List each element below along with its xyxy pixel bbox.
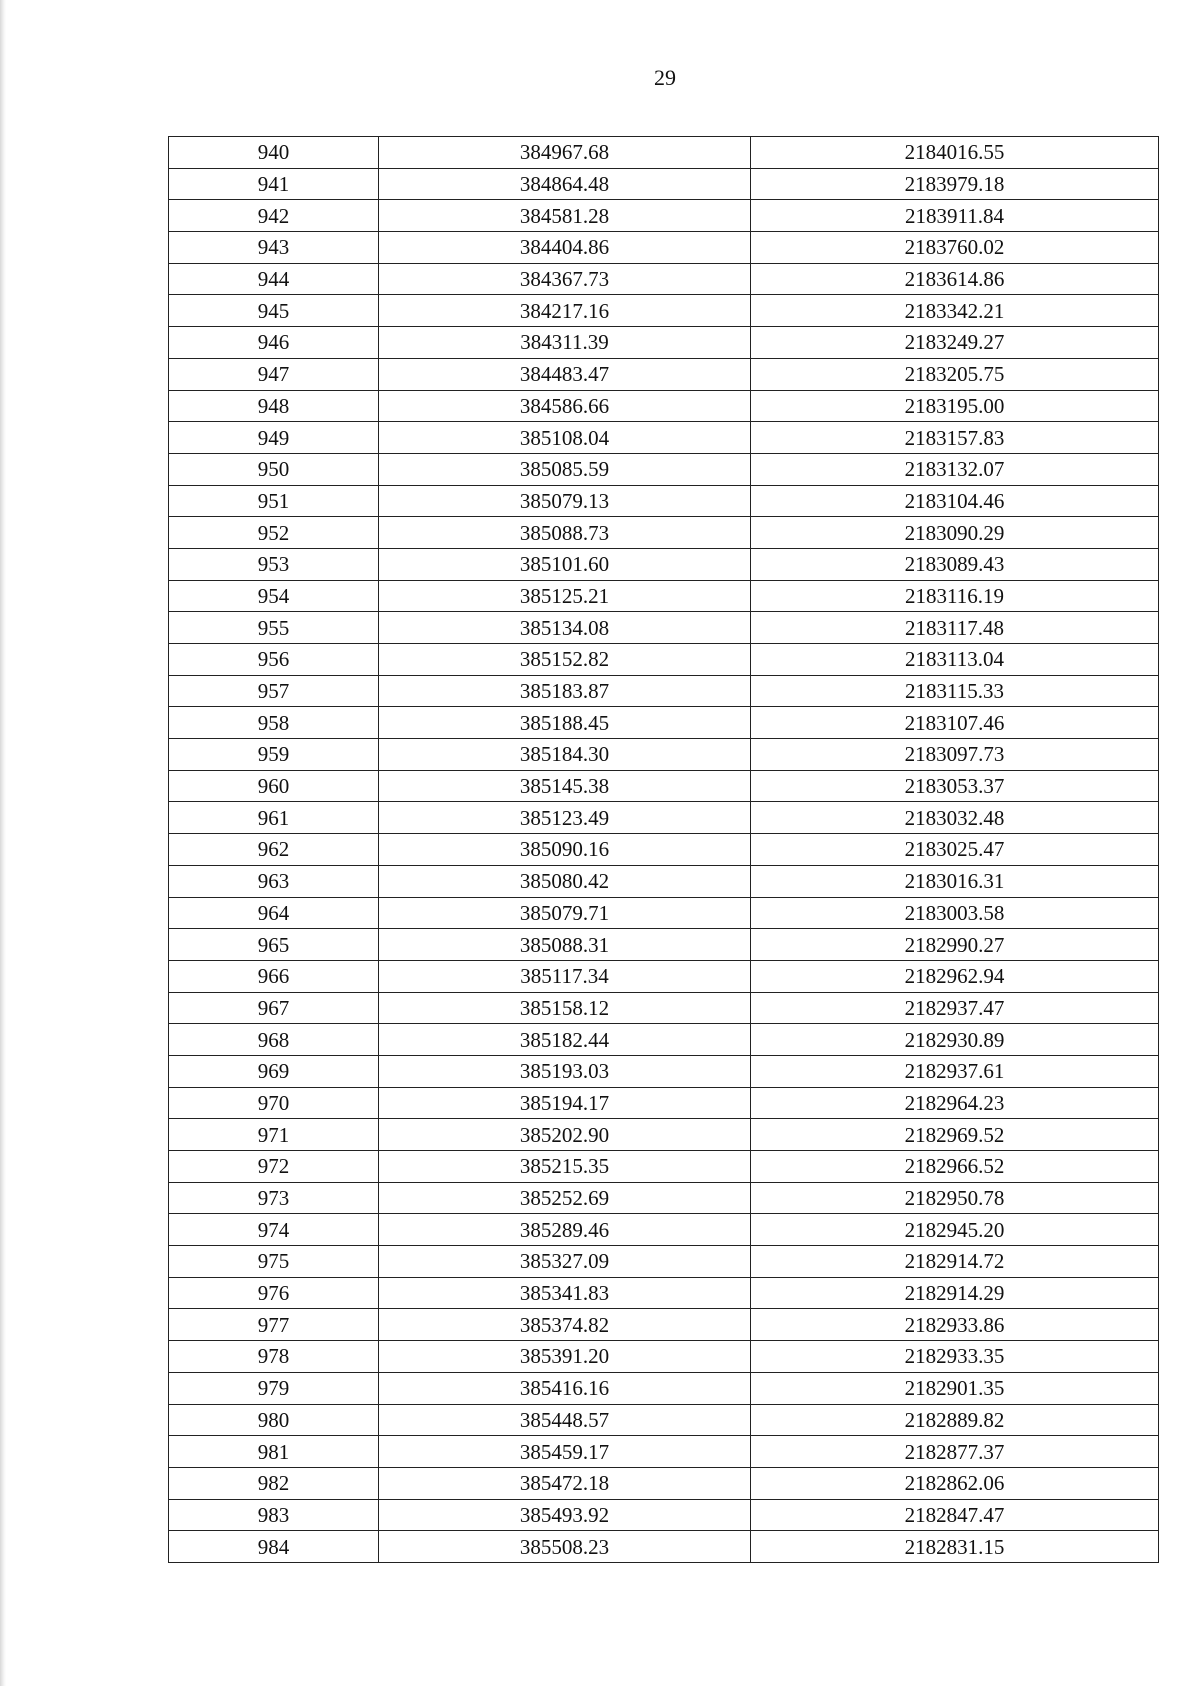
- point-number-cell: 980: [169, 1404, 379, 1436]
- table-row: [169, 1531, 1159, 1563]
- point-number-cell: 975: [169, 1246, 379, 1278]
- y-coordinate-cell: 2183104.46: [751, 485, 1159, 517]
- y-coordinate-cell: 2183025.47: [751, 834, 1159, 866]
- table-row: [169, 644, 1159, 676]
- point-number-cell: 982: [169, 1467, 379, 1499]
- point-number-cell: 940: [169, 137, 379, 169]
- x-coordinate-cell: 385459.17: [379, 1436, 751, 1468]
- table-row: [169, 168, 1159, 200]
- x-coordinate-cell: 385134.08: [379, 612, 751, 644]
- point-number-cell: 959: [169, 739, 379, 771]
- point-number-cell: 952: [169, 517, 379, 549]
- x-coordinate-cell: 385472.18: [379, 1467, 751, 1499]
- y-coordinate-cell: 2182933.86: [751, 1309, 1159, 1341]
- table-row: [169, 1246, 1159, 1278]
- point-number-cell: 962: [169, 834, 379, 866]
- x-coordinate-cell: 385088.31: [379, 929, 751, 961]
- x-coordinate-cell: 385448.57: [379, 1404, 751, 1436]
- y-coordinate-cell: 2183090.29: [751, 517, 1159, 549]
- y-coordinate-cell: 2183157.83: [751, 422, 1159, 454]
- y-coordinate-cell: 2183097.73: [751, 739, 1159, 771]
- table-row: [169, 295, 1159, 327]
- point-number-cell: 949: [169, 422, 379, 454]
- y-coordinate-cell: 2183117.48: [751, 612, 1159, 644]
- table-row: [169, 453, 1159, 485]
- x-coordinate-cell: 385145.38: [379, 770, 751, 802]
- table-row: [169, 580, 1159, 612]
- point-number-cell: 950: [169, 453, 379, 485]
- y-coordinate-cell: 2183116.19: [751, 580, 1159, 612]
- y-coordinate-cell: 2183032.48: [751, 802, 1159, 834]
- x-coordinate-cell: 385183.87: [379, 675, 751, 707]
- table-row: [169, 834, 1159, 866]
- y-coordinate-cell: 2183614.86: [751, 263, 1159, 295]
- x-coordinate-cell: 384483.47: [379, 358, 751, 390]
- x-coordinate-cell: 384217.16: [379, 295, 751, 327]
- table-row: [169, 263, 1159, 295]
- x-coordinate-cell: 385341.83: [379, 1277, 751, 1309]
- y-coordinate-cell: 2182969.52: [751, 1119, 1159, 1151]
- y-coordinate-cell: 2183003.58: [751, 897, 1159, 929]
- x-coordinate-cell: 385493.92: [379, 1499, 751, 1531]
- x-coordinate-cell: 385194.17: [379, 1087, 751, 1119]
- x-coordinate-cell: 385090.16: [379, 834, 751, 866]
- y-coordinate-cell: 2182933.35: [751, 1341, 1159, 1373]
- page-number: 29: [654, 65, 676, 90]
- x-coordinate-cell: 384367.73: [379, 263, 751, 295]
- y-coordinate-cell: 2183342.21: [751, 295, 1159, 327]
- point-number-cell: 946: [169, 327, 379, 359]
- table-row: [169, 612, 1159, 644]
- y-coordinate-cell: 2182914.72: [751, 1246, 1159, 1278]
- x-coordinate-cell: 385391.20: [379, 1341, 751, 1373]
- y-coordinate-cell: 2183107.46: [751, 707, 1159, 739]
- point-number-cell: 984: [169, 1531, 379, 1563]
- point-number-cell: 961: [169, 802, 379, 834]
- y-coordinate-cell: 2182966.52: [751, 1151, 1159, 1183]
- table-row: [169, 548, 1159, 580]
- point-number-cell: 942: [169, 200, 379, 232]
- x-coordinate-cell: 385184.30: [379, 739, 751, 771]
- scan-page-edge: [0, 0, 6, 1686]
- table-row: [169, 1055, 1159, 1087]
- coordinates-table-body: [169, 137, 1159, 1563]
- table-row: [169, 1309, 1159, 1341]
- x-coordinate-cell: 385508.23: [379, 1531, 751, 1563]
- point-number-cell: 955: [169, 612, 379, 644]
- table-row: [169, 707, 1159, 739]
- x-coordinate-cell: 385215.35: [379, 1151, 751, 1183]
- y-coordinate-cell: 2183089.43: [751, 548, 1159, 580]
- x-coordinate-cell: 385152.82: [379, 644, 751, 676]
- y-coordinate-cell: 2183195.00: [751, 390, 1159, 422]
- y-coordinate-cell: 2182877.37: [751, 1436, 1159, 1468]
- y-coordinate-cell: 2182930.89: [751, 1024, 1159, 1056]
- table-row: [169, 1087, 1159, 1119]
- table-row: [169, 929, 1159, 961]
- x-coordinate-cell: 385079.71: [379, 897, 751, 929]
- y-coordinate-cell: 2182950.78: [751, 1182, 1159, 1214]
- point-number-cell: 969: [169, 1055, 379, 1087]
- x-coordinate-cell: 385079.13: [379, 485, 751, 517]
- x-coordinate-cell: 385252.69: [379, 1182, 751, 1214]
- x-coordinate-cell: 385416.16: [379, 1372, 751, 1404]
- y-coordinate-cell: 2182847.47: [751, 1499, 1159, 1531]
- x-coordinate-cell: 385125.21: [379, 580, 751, 612]
- y-coordinate-cell: 2183760.02: [751, 232, 1159, 264]
- table-row: [169, 802, 1159, 834]
- table-row: [169, 1404, 1159, 1436]
- point-number-cell: 974: [169, 1214, 379, 1246]
- y-coordinate-cell: 2183053.37: [751, 770, 1159, 802]
- table-row: [169, 739, 1159, 771]
- x-coordinate-cell: 385117.34: [379, 960, 751, 992]
- y-coordinate-cell: 2182914.29: [751, 1277, 1159, 1309]
- point-number-cell: 977: [169, 1309, 379, 1341]
- table-row: [169, 675, 1159, 707]
- point-number-cell: 965: [169, 929, 379, 961]
- table-row: [169, 517, 1159, 549]
- table-row: [169, 1151, 1159, 1183]
- point-number-cell: 967: [169, 992, 379, 1024]
- table-row: [169, 960, 1159, 992]
- table-row: [169, 865, 1159, 897]
- point-number-cell: 983: [169, 1499, 379, 1531]
- point-number-cell: 957: [169, 675, 379, 707]
- table-row: [169, 485, 1159, 517]
- point-number-cell: 944: [169, 263, 379, 295]
- point-number-cell: 953: [169, 548, 379, 580]
- point-number-cell: 966: [169, 960, 379, 992]
- x-coordinate-cell: 385101.60: [379, 548, 751, 580]
- point-number-cell: 960: [169, 770, 379, 802]
- table-row: [169, 422, 1159, 454]
- x-coordinate-cell: 385158.12: [379, 992, 751, 1024]
- x-coordinate-cell: 384581.28: [379, 200, 751, 232]
- x-coordinate-cell: 384311.39: [379, 327, 751, 359]
- point-number-cell: 958: [169, 707, 379, 739]
- y-coordinate-cell: 2182964.23: [751, 1087, 1159, 1119]
- x-coordinate-cell: 385088.73: [379, 517, 751, 549]
- table-row: [169, 200, 1159, 232]
- y-coordinate-cell: 2182862.06: [751, 1467, 1159, 1499]
- table-row: [169, 1467, 1159, 1499]
- y-coordinate-cell: 2182937.61: [751, 1055, 1159, 1087]
- point-number-cell: 981: [169, 1436, 379, 1468]
- x-coordinate-cell: 385188.45: [379, 707, 751, 739]
- x-coordinate-cell: 384864.48: [379, 168, 751, 200]
- x-coordinate-cell: 385193.03: [379, 1055, 751, 1087]
- x-coordinate-cell: 385182.44: [379, 1024, 751, 1056]
- table-row: [169, 358, 1159, 390]
- point-number-cell: 972: [169, 1151, 379, 1183]
- y-coordinate-cell: 2184016.55: [751, 137, 1159, 169]
- table-row: [169, 1499, 1159, 1531]
- x-coordinate-cell: 385123.49: [379, 802, 751, 834]
- table-row: [169, 770, 1159, 802]
- coordinates-table: [168, 136, 1159, 1563]
- point-number-cell: 968: [169, 1024, 379, 1056]
- table-row: [169, 1341, 1159, 1373]
- table-row: [169, 1372, 1159, 1404]
- point-number-cell: 979: [169, 1372, 379, 1404]
- y-coordinate-cell: 2182962.94: [751, 960, 1159, 992]
- y-coordinate-cell: 2183249.27: [751, 327, 1159, 359]
- y-coordinate-cell: 2182901.35: [751, 1372, 1159, 1404]
- point-number-cell: 963: [169, 865, 379, 897]
- point-number-cell: 956: [169, 644, 379, 676]
- y-coordinate-cell: 2182945.20: [751, 1214, 1159, 1246]
- x-coordinate-cell: 385289.46: [379, 1214, 751, 1246]
- point-number-cell: 951: [169, 485, 379, 517]
- table-row: [169, 992, 1159, 1024]
- table-row: [169, 897, 1159, 929]
- y-coordinate-cell: 2182990.27: [751, 929, 1159, 961]
- table-row: [169, 390, 1159, 422]
- table-row: [169, 1024, 1159, 1056]
- table-row: [169, 1277, 1159, 1309]
- point-number-cell: 978: [169, 1341, 379, 1373]
- y-coordinate-cell: 2183016.31: [751, 865, 1159, 897]
- x-coordinate-cell: 385085.59: [379, 453, 751, 485]
- point-number-cell: 973: [169, 1182, 379, 1214]
- point-number-cell: 954: [169, 580, 379, 612]
- y-coordinate-cell: 2183115.33: [751, 675, 1159, 707]
- y-coordinate-cell: 2183132.07: [751, 453, 1159, 485]
- point-number-cell: 941: [169, 168, 379, 200]
- table-row: [169, 1436, 1159, 1468]
- x-coordinate-cell: 384586.66: [379, 390, 751, 422]
- y-coordinate-cell: 2183911.84: [751, 200, 1159, 232]
- point-number-cell: 970: [169, 1087, 379, 1119]
- x-coordinate-cell: 384404.86: [379, 232, 751, 264]
- table-row: [169, 232, 1159, 264]
- y-coordinate-cell: 2182937.47: [751, 992, 1159, 1024]
- y-coordinate-cell: 2183205.75: [751, 358, 1159, 390]
- table-row: [169, 327, 1159, 359]
- table-row: [169, 1214, 1159, 1246]
- y-coordinate-cell: 2183979.18: [751, 168, 1159, 200]
- x-coordinate-cell: 385108.04: [379, 422, 751, 454]
- point-number-cell: 948: [169, 390, 379, 422]
- x-coordinate-cell: 384967.68: [379, 137, 751, 169]
- point-number-cell: 964: [169, 897, 379, 929]
- point-number-cell: 976: [169, 1277, 379, 1309]
- point-number-cell: 971: [169, 1119, 379, 1151]
- table-row: [169, 1119, 1159, 1151]
- table-row: [169, 137, 1159, 169]
- y-coordinate-cell: 2182889.82: [751, 1404, 1159, 1436]
- point-number-cell: 945: [169, 295, 379, 327]
- table-row: [169, 1182, 1159, 1214]
- y-coordinate-cell: 2183113.04: [751, 644, 1159, 676]
- x-coordinate-cell: 385080.42: [379, 865, 751, 897]
- x-coordinate-cell: 385374.82: [379, 1309, 751, 1341]
- point-number-cell: 947: [169, 358, 379, 390]
- y-coordinate-cell: 2182831.15: [751, 1531, 1159, 1563]
- point-number-cell: 943: [169, 232, 379, 264]
- x-coordinate-cell: 385202.90: [379, 1119, 751, 1151]
- x-coordinate-cell: 385327.09: [379, 1246, 751, 1278]
